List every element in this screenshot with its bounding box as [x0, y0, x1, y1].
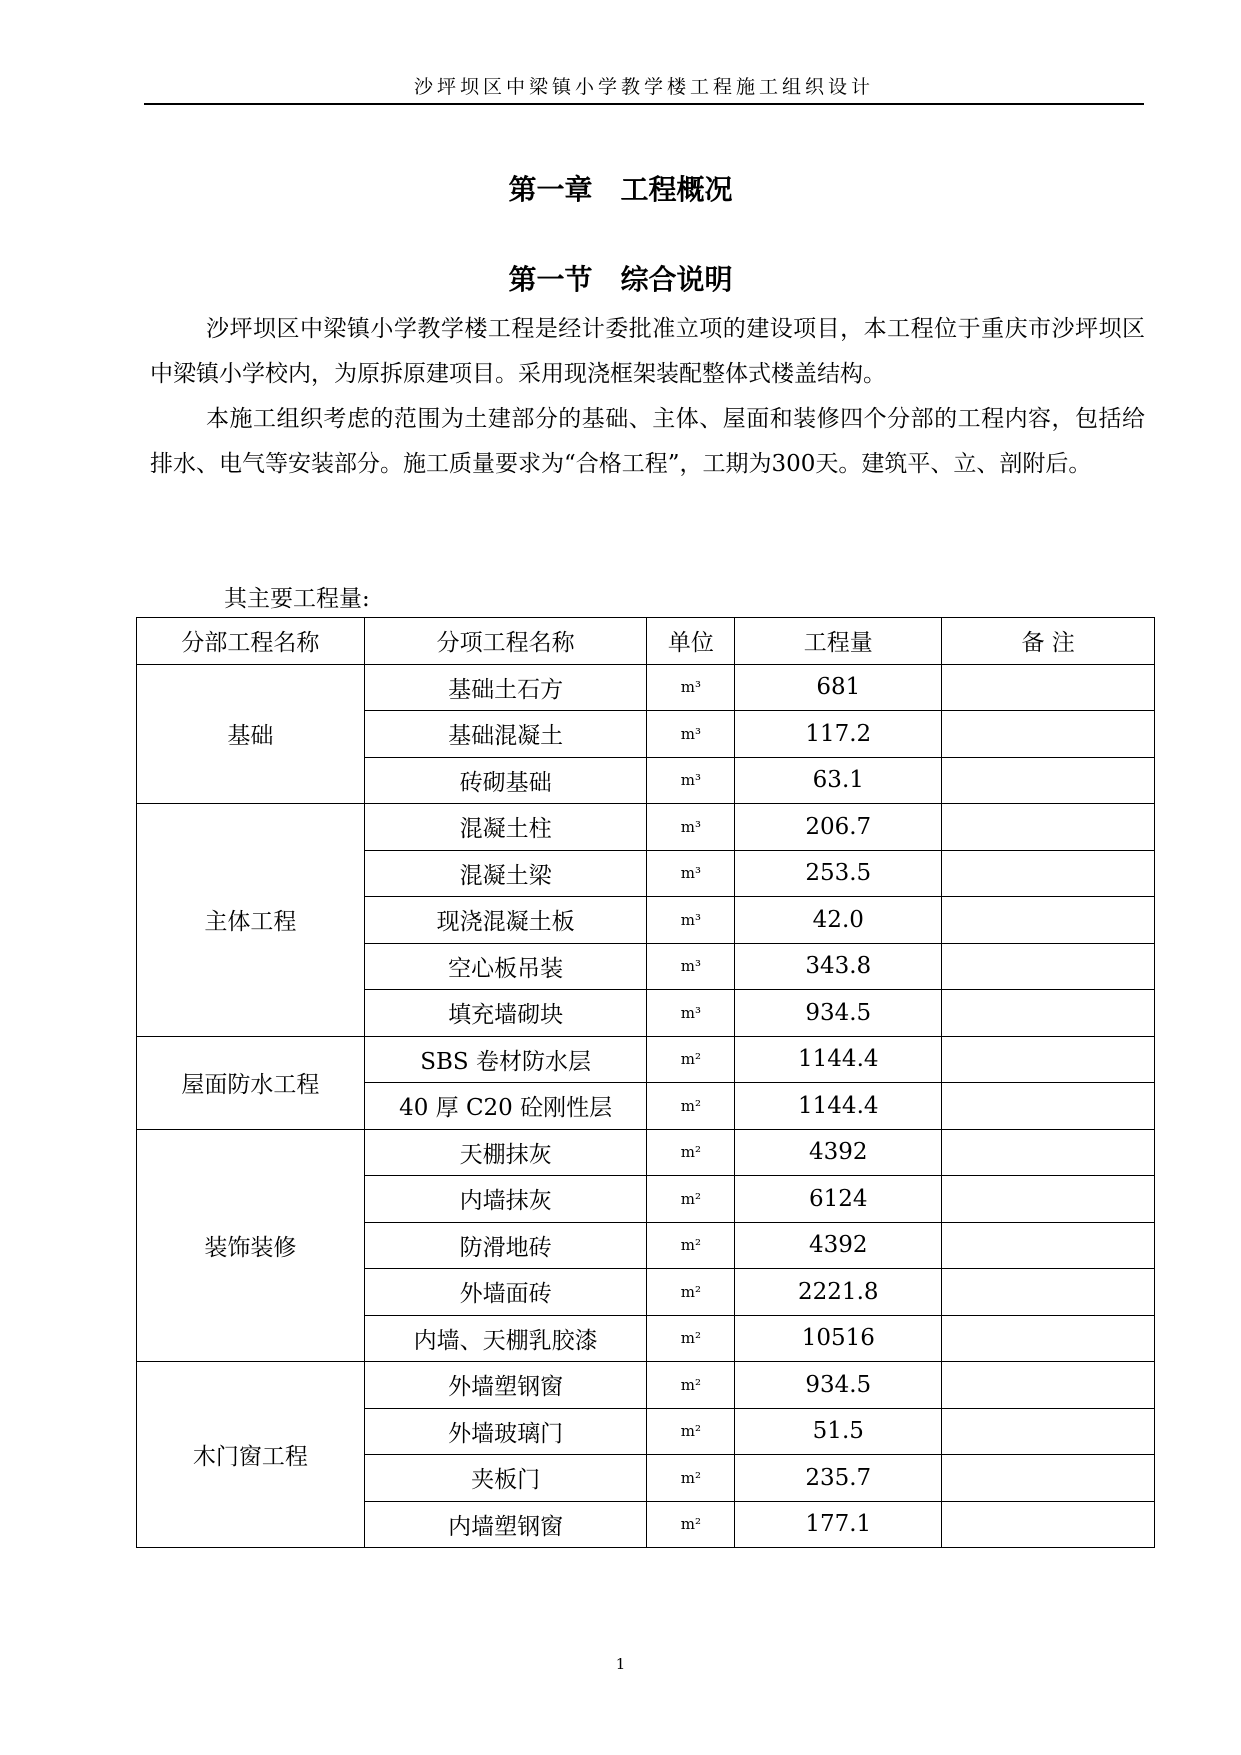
unit-cell: m² — [647, 1455, 735, 1502]
unit-cell: m² — [647, 1408, 735, 1455]
item-name-cell: 内墙抹灰 — [364, 1176, 647, 1223]
table-row — [137, 664, 1155, 711]
table-header-row — [137, 618, 1155, 665]
quantity-cell: 343.8 — [735, 943, 942, 990]
item-name-cell: 混凝土柱 — [364, 804, 647, 851]
page-number: 1 — [615, 1655, 626, 1673]
remarks-cell — [942, 943, 1155, 990]
unit-cell: m² — [647, 1315, 735, 1362]
quantity-table — [136, 617, 1155, 1548]
division-name-cell: 主体工程 — [137, 804, 365, 1037]
quantity-cell: 206.7 — [735, 804, 942, 851]
remarks-cell — [942, 804, 1155, 851]
quantity-cell: 117.2 — [735, 711, 942, 758]
unit-cell: m² — [647, 1362, 735, 1409]
unit-cell: m² — [647, 1129, 735, 1176]
remarks-cell — [942, 1501, 1155, 1548]
unit-cell: m³ — [647, 850, 735, 897]
quantity-cell: 4392 — [735, 1129, 942, 1176]
item-name-cell: 现浇混凝土板 — [364, 897, 647, 944]
unit-cell: m² — [647, 1176, 735, 1223]
item-name-cell: 夹板门 — [364, 1455, 647, 1502]
section-title: 第一节 综合说明 — [508, 263, 733, 296]
running-header: 沙坪坝区中梁镇小学教学楼工程施工组织设计 — [413, 76, 874, 98]
division-name-cell: 装饰装修 — [137, 1129, 365, 1362]
unit-cell: m² — [647, 1222, 735, 1269]
remarks-cell — [942, 757, 1155, 804]
header-division: 分部工程名称 — [137, 618, 365, 665]
item-name-cell: 内墙塑钢窗 — [364, 1501, 647, 1548]
remarks-cell — [942, 897, 1155, 944]
remarks-cell — [942, 1222, 1155, 1269]
unit-cell: m² — [647, 1269, 735, 1316]
quantity-cell: 1144.4 — [735, 1083, 942, 1130]
table-row — [137, 1362, 1155, 1409]
item-name-cell: 混凝土梁 — [364, 850, 647, 897]
table-row — [137, 1129, 1155, 1176]
unit-cell: m³ — [647, 711, 735, 758]
remarks-cell — [942, 1408, 1155, 1455]
item-name-cell: SBS 卷材防水层 — [364, 1036, 647, 1083]
remarks-cell — [942, 1129, 1155, 1176]
item-name-cell: 基础土石方 — [364, 664, 647, 711]
item-name-cell: 天棚抹灰 — [364, 1129, 647, 1176]
quantity-cell: 10516 — [735, 1315, 942, 1362]
header-unit: 单位 — [647, 618, 735, 665]
remarks-cell — [942, 1362, 1155, 1409]
quantity-cell: 63.1 — [735, 757, 942, 804]
header-item: 分项工程名称 — [364, 618, 647, 665]
unit-cell: m³ — [647, 990, 735, 1037]
table-body — [137, 664, 1155, 1548]
chapter-title: 第一章 工程概况 — [508, 173, 733, 206]
unit-cell: m³ — [647, 804, 735, 851]
table-caption: 其主要工程量: — [224, 586, 370, 612]
remarks-cell — [942, 1176, 1155, 1223]
remarks-cell — [942, 1269, 1155, 1316]
item-name-cell: 外墙玻璃门 — [364, 1408, 647, 1455]
header-quantity: 工程量 — [735, 618, 942, 665]
item-name-cell: 填充墙砌块 — [364, 990, 647, 1037]
quantity-cell: 42.0 — [735, 897, 942, 944]
paragraph-overview: 沙坪坝区中梁镇小学教学楼工程是经计委批准立项的建设项目，本工程位于重庆市沙坪坝区中梁镇小学校内，为原拆原建项目。采用现浇框架装配整体式楼盖结构。 — [150, 316, 1145, 387]
unit-cell: m² — [647, 1501, 735, 1548]
unit-cell: m³ — [647, 897, 735, 944]
division-name-cell: 基础 — [137, 664, 365, 804]
item-name-cell: 砖砌基础 — [364, 757, 647, 804]
header-remarks: 备 注 — [942, 618, 1155, 665]
item-name-cell: 基础混凝土 — [364, 711, 647, 758]
unit-cell: m³ — [647, 943, 735, 990]
remarks-cell — [942, 990, 1155, 1037]
remarks-cell — [942, 664, 1155, 711]
quantity-cell: 1144.4 — [735, 1036, 942, 1083]
quantity-cell: 6124 — [735, 1176, 942, 1223]
quantity-cell: 235.7 — [735, 1455, 942, 1502]
header-divider — [144, 103, 1144, 105]
quantity-cell: 253.5 — [735, 850, 942, 897]
quantity-cell: 51.5 — [735, 1408, 942, 1455]
item-name-cell: 40 厚 C20 砼刚性层 — [364, 1083, 647, 1130]
unit-cell: m² — [647, 1036, 735, 1083]
remarks-cell — [942, 1083, 1155, 1130]
unit-cell: m² — [647, 1083, 735, 1130]
quantity-cell: 934.5 — [735, 990, 942, 1037]
remarks-cell — [942, 1036, 1155, 1083]
remarks-cell — [942, 1315, 1155, 1362]
table-row — [137, 804, 1155, 851]
unit-cell: m³ — [647, 664, 735, 711]
quantity-cell: 934.5 — [735, 1362, 942, 1409]
quantity-cell: 2221.8 — [735, 1269, 942, 1316]
division-name-cell: 屋面防水工程 — [137, 1036, 365, 1129]
remarks-cell — [942, 711, 1155, 758]
division-name-cell: 木门窗工程 — [137, 1362, 365, 1548]
remarks-cell — [942, 850, 1155, 897]
item-name-cell: 内墙、天棚乳胶漆 — [364, 1315, 647, 1362]
item-name-cell: 防滑地砖 — [364, 1222, 647, 1269]
quantity-cell: 681 — [735, 664, 942, 711]
quantity-cell: 4392 — [735, 1222, 942, 1269]
item-name-cell: 空心板吊装 — [364, 943, 647, 990]
item-name-cell: 外墙面砖 — [364, 1269, 647, 1316]
quantity-cell: 177.1 — [735, 1501, 942, 1548]
paragraph-scope: 本施工组织考虑的范围为土建部分的基础、主体、屋面和装修四个分部的工程内容，包括给排水、电气等安装部分。施工质量要求为“合格工程”，工期为300天。建筑平、立、剖附后。 — [150, 406, 1145, 477]
unit-cell: m³ — [647, 757, 735, 804]
table-row — [137, 1036, 1155, 1083]
item-name-cell: 外墙塑钢窗 — [364, 1362, 647, 1409]
remarks-cell — [942, 1455, 1155, 1502]
